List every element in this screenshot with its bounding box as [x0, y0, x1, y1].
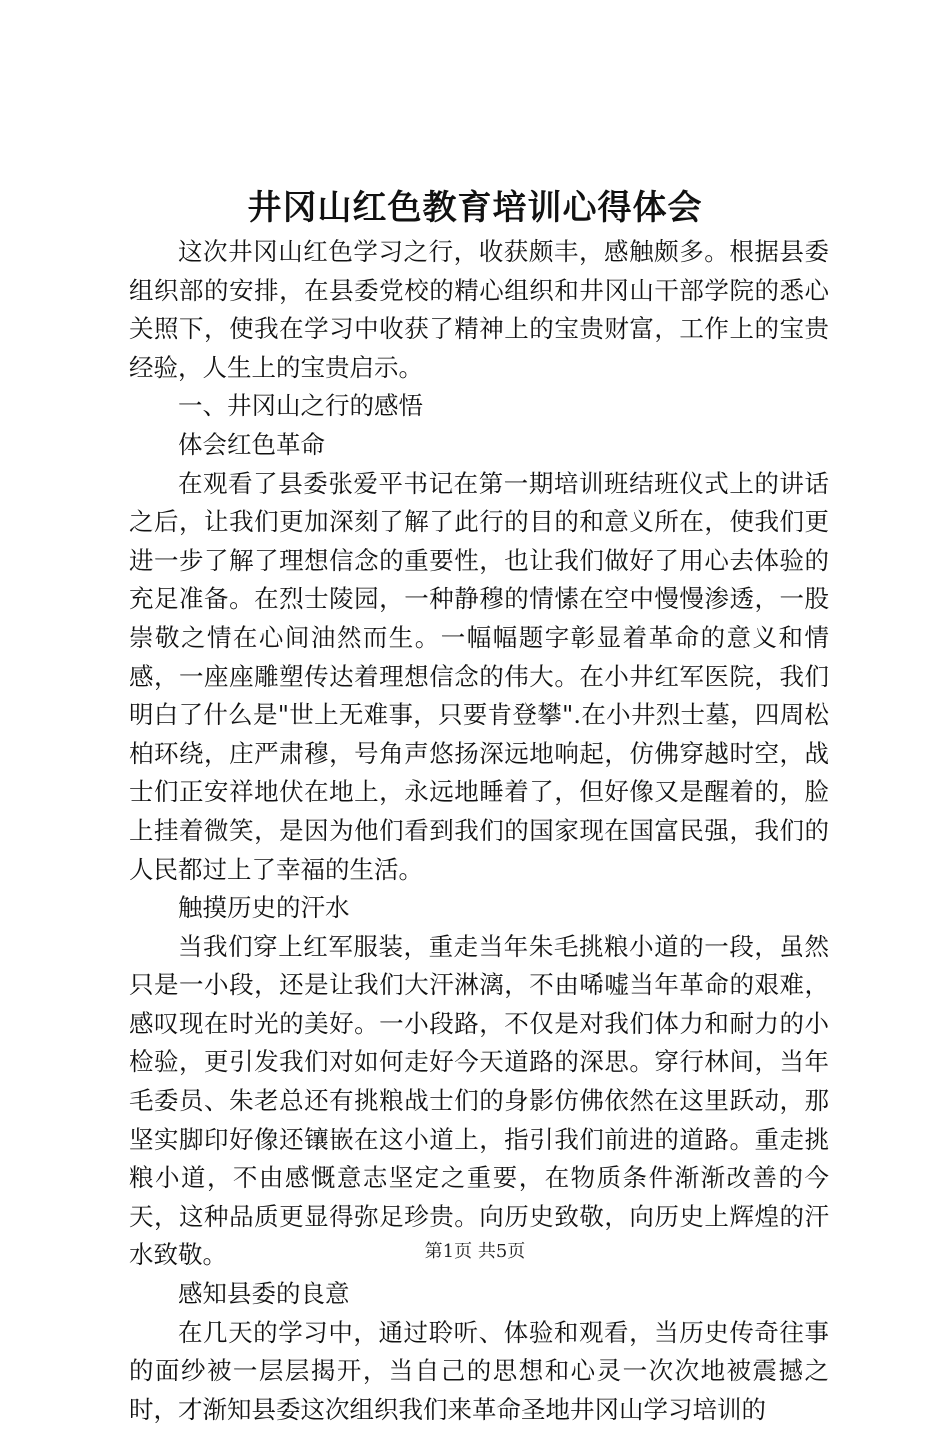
paragraph-intro: 这次井冈山红色学习之行，收获颇丰，感触颇多。根据县委组织部的安排，在县委党校的精心组织和井冈山干部学院的悉心关照下，使我在学习中收获了精神上的宝贵财富，工作上的宝贵经验，人生上的宝贵启示。: [129, 237, 829, 382]
page-number: 第1页 共5页: [424, 1241, 526, 1262]
section-heading-1: 一、井冈山之行的感悟: [178, 391, 423, 421]
paragraph-history-sweat: 当我们穿上红军服装，重走当年朱毛挑粮小道的一段，虽然只是一小段，还是让我们大汗淋漓，不由唏嘘当年革命的艰难，感叹现在时光的美好。一小段路，不仅是对我们体力和耐力的小检验，更引发我们对如何走好今天道路的深思。穿行林间，当年毛委员、朱老总还有挑粮战士们的身影仿佛依然在这里跃动，那坚实脚印好像还镶嵌在这小道上，指引我们前进的道路。重走挑粮小道，不由感慨意志坚定之重要，在物质条件渐渐改善的今天，这种品质更显得弥足珍贵。向历史致敬，向历史上辉煌的汗水致敬。: [129, 931, 829, 1270]
subheading-county-intent: 感知县委的良意: [178, 1279, 350, 1309]
paragraph-county-intent: 在几天的学习中，通过聆听、体验和观看，当历史传奇往事的面纱被一层层揭开，当自己的思想和心灵一次次地被震撼之时，才渐知县委这次组织我们来革命圣地井冈山学习培训的: [129, 1317, 829, 1424]
subheading-history-sweat: 触摸历史的汗水: [178, 893, 350, 923]
paragraph-red-revolution: 在观看了县委张爱平书记在第一期培训班结班仪式上的讲话之后，让我们更加深刻了解了此行的目的和意义所在，使我们更进一步了解了理想信念的重要性，也让我们做好了用心去体验的充足准备。在烈士陵园，一种静穆的情愫在空中慢慢渗透，一股崇敬之情在心间油然而生。一幅幅题字彰显着革命的意义和情感，一座座雕塑传达着理想信念的伟大。在小井红军医院，我们明白了什么是"世上无难事，只要肯登攀".在小井烈士墓，四周松柏环绕，庄严肃穆，号角声悠扬深远地响起，仿佛穿越时空，战士们正安祥地伏在地上，永远地睡着了，但好像又是醒着的，脸上挂着微笑，是因为他们看到我们的国家现在国富民强，我们的人民都过上了幸福的生活。: [129, 468, 829, 884]
document-title: 井冈山红色教育培训心得体会: [247, 188, 703, 228]
subheading-red-revolution: 体会红色革命: [178, 429, 325, 459]
